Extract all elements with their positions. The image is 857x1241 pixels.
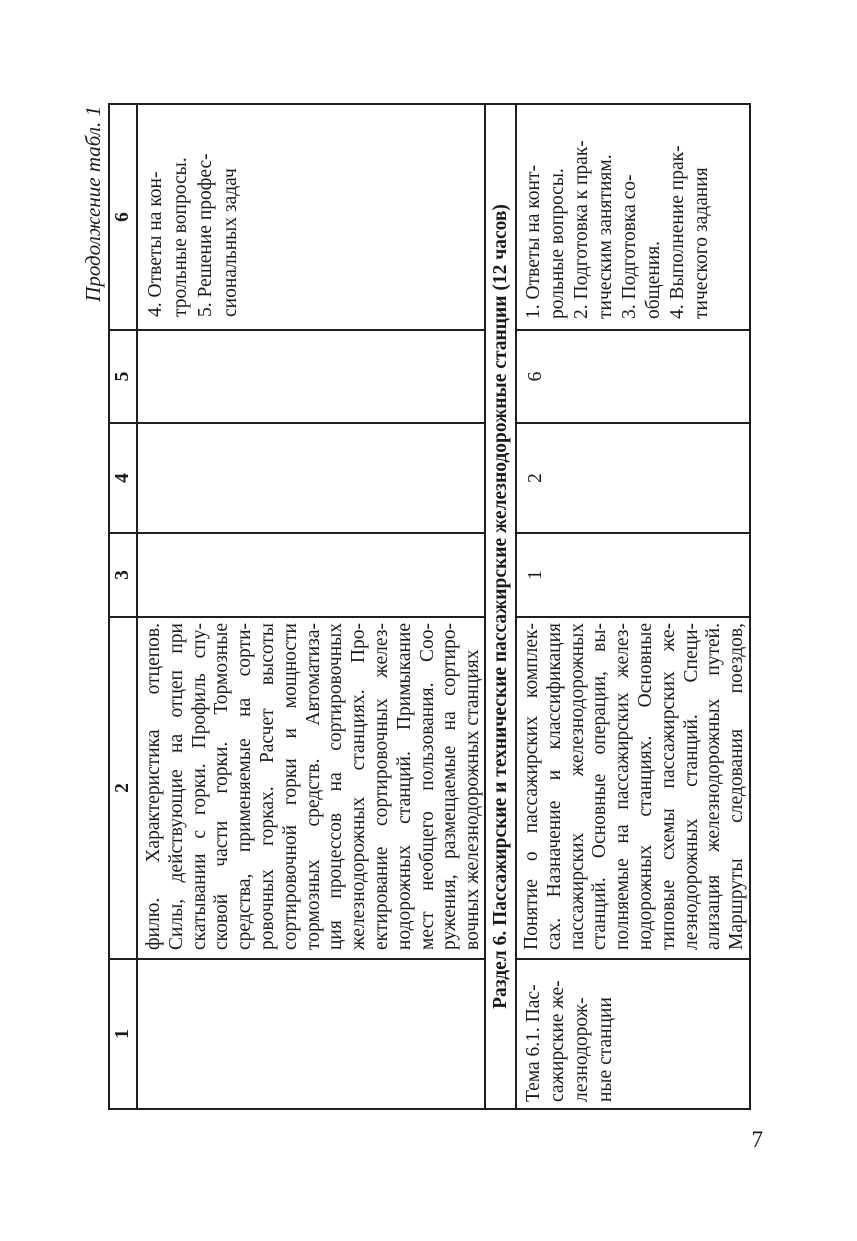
page-number: 7: [751, 1127, 763, 1152]
tema-61-col1-topic: [517, 958, 749, 1108]
text-line: станций. Основные операции, вы-: [589, 623, 611, 950]
tema-61-col4-value: 2: [517, 422, 749, 532]
section-6-row: Раздел 6. Пассажирские и технические пассажирские железнодорожные станции (12 часов): [486, 105, 517, 1108]
col-header-4: 4: [110, 422, 138, 532]
text-line: ектирование сортировочных желез-: [370, 623, 392, 950]
text-line: 3. Подготовка со-: [619, 174, 640, 319]
prev-row-col1-empty: [138, 958, 486, 1108]
text-line: ровочных горках. Расчет высоты: [256, 623, 278, 950]
prev-row-col6-activities: [138, 105, 486, 329]
text-line: ные станции: [595, 997, 616, 1102]
text-line: Маршруты следования поездов,: [726, 623, 748, 950]
text-line: типовые схемы пассажирских же-: [657, 623, 679, 950]
col-header-5: 5: [110, 329, 138, 422]
text-line: ружения, размещаемые на сортиро-: [439, 623, 461, 950]
text-line: 1. Ответы на конт-: [523, 164, 544, 319]
text-line: ализация железнодорожных путей.: [703, 623, 725, 950]
text-line: 4. Ответы на кон-: [145, 171, 166, 317]
prev-row-col2-content: [138, 616, 486, 958]
text-line: 2. Подготовка к прак-: [571, 140, 592, 319]
col-header-3: 3: [110, 532, 138, 616]
text-line: общения.: [643, 240, 664, 319]
text-line: 4. Выполнение прак-: [667, 145, 688, 319]
curriculum-table: [108, 103, 751, 1110]
text-line: нодорожных станций. Примыкание: [393, 623, 415, 950]
text-line: Тема 6.1. Пас-: [523, 984, 544, 1102]
text-line: Силы, действующие на отцеп при: [165, 623, 187, 950]
text-line: сортировочной горки и мощности: [279, 623, 301, 950]
text-line: пассажирских железнодорожных: [566, 623, 588, 950]
text-line: 5. Решение профес-: [195, 153, 216, 317]
col-header-6: 6: [110, 105, 138, 329]
text-line: лезнодорож-: [571, 997, 592, 1102]
prev-row-col3-empty: [138, 532, 486, 616]
tema-61-col3-value: 1: [517, 532, 749, 616]
text-line: средства, применяемые на сорти-: [234, 623, 256, 950]
text-line: трольные вопросы.: [170, 157, 191, 317]
table-continuation-caption: Продолжение табл. 1: [81, 106, 105, 302]
text-line: скатывании с горки. Профиль спу-: [188, 623, 210, 950]
text-line: тическим занятиям.: [595, 154, 616, 319]
tema-61-col5-value: 6: [517, 329, 749, 422]
col-header-2: 2: [110, 616, 138, 958]
text-line: сиональных задач: [220, 168, 241, 317]
text-line: тического задания: [691, 167, 712, 319]
text-line: филю. Характеристика отцепов.: [143, 623, 164, 950]
tema-61-col6-activities: [517, 105, 749, 329]
text-line: железнодорожных станциях. Про-: [348, 623, 370, 950]
prev-row-col5-empty: [138, 329, 486, 422]
text-line: вочных железнодорожных станциях: [462, 649, 484, 950]
text-line: ция процессов на сортировочных: [325, 623, 347, 950]
text-line: полняемые на пассажирских желез-: [612, 623, 634, 950]
text-line: Понятие о пассажирских комплек-: [521, 623, 542, 950]
text-line: сковой части горки. Тормозные: [211, 623, 233, 950]
text-line: мест необщего пользования. Соо-: [416, 623, 438, 950]
col-header-1: 1: [110, 958, 138, 1108]
tema-61-col2-content: [517, 616, 749, 958]
text-line: рольные вопросы.: [547, 168, 568, 319]
text-line: сах. Назначение и классификация: [543, 623, 565, 950]
text-line: тормозных средств. Автоматиза-: [302, 623, 324, 950]
rotated-table-layer: [78, 103, 751, 1110]
text-line: нодорожных станциях. Основные: [634, 623, 656, 950]
prev-row-col4-empty: [138, 422, 486, 532]
text-line: лезнодорожных станций. Специ-: [680, 623, 702, 950]
text-line: сажирские же-: [547, 980, 568, 1102]
